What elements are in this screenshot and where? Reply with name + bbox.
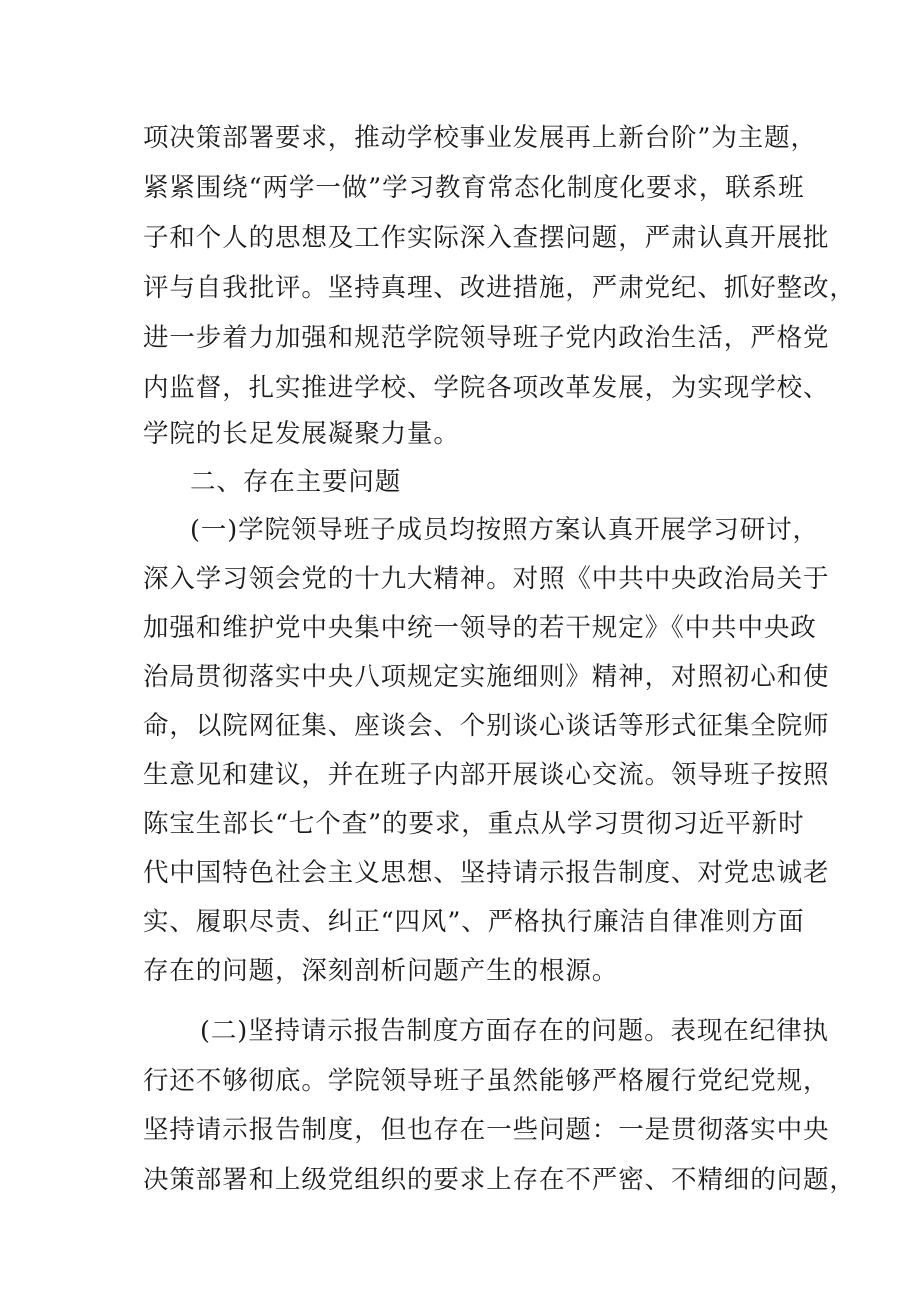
text-line: 陈宝生部长“七个查”的要求，重点从学习贯彻习近平新时 xyxy=(143,809,805,839)
text-line: (二)坚持请示报告制度方面存在的问题。表现在纪律执 xyxy=(200,1016,829,1046)
text-line: 进一步着力加强和规范学院领导班子党内政治生活，严格党 xyxy=(143,323,830,353)
text-line: 坚持请示报告制度，但也存在一些问题：一是贯彻落实中央 xyxy=(143,1115,830,1145)
text-line: 实、履职尽责、纠正“四风”、严格执行廉洁自律准则方面 xyxy=(143,907,805,937)
text-line: 生意见和建议，并在班子内部开展谈心交流。领导班子按照 xyxy=(143,760,830,790)
text-line: 子和个人的思想及工作实际深入查摆问题，严肃认真开展批 xyxy=(143,223,830,253)
text-line: 决策部署和上级党组织的要求上存在不严密、不精细的问题， xyxy=(143,1165,856,1195)
text-line: 内监督，扎实推进学校、学院各项改革发展，为实现学校、 xyxy=(143,373,830,403)
text-line: 项决策部署要求，推动学校事业发展再上新台阶”为主题， xyxy=(143,123,817,153)
section-heading: 二、存在主要问题 xyxy=(190,467,402,497)
text-line: 代中国特色社会主义思想、坚持请示报告制度、对党忠诚老 xyxy=(143,858,830,888)
text-line: 评与自我批评。坚持真理、改进措施，严肃党纪、抓好整改， xyxy=(143,273,856,303)
text-line: 治局贯彻落实中央八项规定实施细则》精神，对照初心和使 xyxy=(143,662,830,692)
text-line: 加强和维护党中央集中统一领导的若干规定》《中共中央政 xyxy=(143,613,817,643)
text-line: 学院的长足发展凝聚力量。 xyxy=(143,419,460,449)
text-line: 行还不够彻底。学院领导班子虽然能够严格履行党纪党规， xyxy=(143,1066,830,1096)
text-line: 紧紧围绕“两学一做”学习教育常态化制度化要求，联系班 xyxy=(143,173,805,203)
text-line: (一)学院领导班子成员均按照方案认真开展学习研讨， xyxy=(190,515,819,545)
text-line: 存在的问题，深刻剖析问题产生的根源。 xyxy=(143,956,619,986)
text-line: 命，以院网征集、座谈会、个别谈心谈话等形式征集全院师 xyxy=(143,711,830,741)
text-line: 深入学习领会党的十九大精神。对照《中共中央政治局关于 xyxy=(143,564,830,594)
